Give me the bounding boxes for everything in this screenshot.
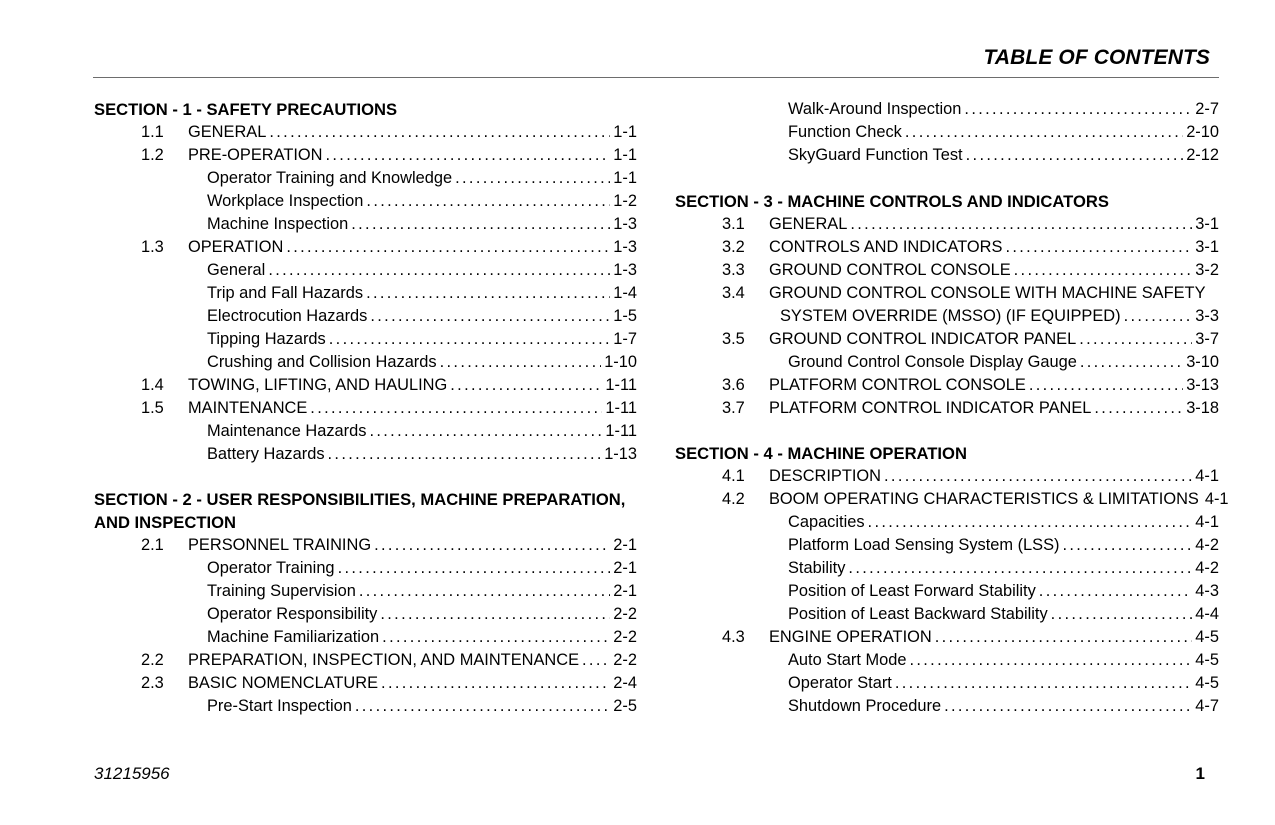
toc-entry-page: 3-3 [1195,307,1219,325]
toc-entry-page: 4-1 [1195,513,1219,531]
toc-entry-number: 4.3 [722,628,745,646]
toc-entry-page: 1-3 [613,261,637,279]
toc-entry-page: 1-3 [613,215,637,233]
toc-dot-leader [286,236,610,259]
toc-entry-page: 2-1 [613,582,637,600]
toc-entry-title: Battery Hazards [207,445,325,463]
toc-entry-page: 4-2 [1195,536,1219,554]
toc-entry-number: 1.5 [141,399,164,417]
toc-entry-number: 2.2 [141,651,164,669]
toc-dot-leader [1051,603,1193,626]
toc-entry-page: 2-7 [1195,100,1219,118]
toc-dot-leader [964,98,1192,121]
toc-entry[interactable] [94,305,637,328]
toc-entry-number: 3.6 [722,376,745,394]
toc-entry-number: 1.4 [141,376,164,394]
toc-entry-number: 3.2 [722,238,745,256]
toc-entry[interactable] [94,695,637,718]
toc-dot-leader [848,557,1192,580]
toc-entry-title: Machine Inspection [207,215,349,233]
toc-entry[interactable] [94,259,637,282]
toc-entry-page: 1-7 [613,330,637,348]
toc-dot-leader [310,397,602,420]
section-heading: SECTION - 1 - SAFETY PRECAUTIONS [94,100,398,119]
toc-entry-page: 1-1 [613,169,637,187]
toc-entry-page: 1-13 [604,445,637,463]
toc-entry-page: 3-1 [1195,215,1219,233]
section-heading: SECTION - 4 - MACHINE OPERATION [675,444,967,463]
section-heading: SECTION - 3 - MACHINE CONTROLS AND INDICATORS [675,192,1109,211]
toc-dot-leader [355,695,610,718]
toc-entry[interactable] [675,511,1219,534]
toc-entry-title: Electrocution Hazards [207,307,368,325]
toc-entry[interactable] [94,167,637,190]
toc-entry[interactable] [675,259,1219,282]
toc-entry-page: 1-1 [613,146,637,164]
toc-dot-leader [905,121,1183,144]
toc-dot-leader [455,167,610,190]
toc-entry-number: 4.1 [722,467,745,485]
toc-entry[interactable] [675,557,1219,580]
toc-entry[interactable] [675,534,1219,557]
toc-dot-leader [909,649,1192,672]
section-heading: SECTION - 2 - USER RESPONSIBILITIES, MACHINE PREPARATION, AND INSPECTION [94,490,626,532]
toc-entry[interactable] [94,534,637,557]
toc-entry-page: 2-2 [613,628,637,646]
toc-entry-page: 3-18 [1186,399,1219,417]
toc-entry[interactable] [94,580,637,603]
toc-dot-leader [1080,351,1183,374]
toc-entry-title: OPERATION [188,238,284,256]
toc-entry[interactable] [675,144,1219,167]
toc-section [675,98,1219,167]
toc-entry-title: Ground Control Console Display Gauge [788,353,1077,371]
toc-entry-number: 1.1 [141,123,164,141]
toc-entry[interactable] [94,282,637,305]
toc-entry-page: 2-4 [613,674,637,692]
toc-entry-title: Auto Start Mode [788,651,907,669]
toc-entry-page: 2-5 [613,697,637,715]
toc-entry-title: General [207,261,266,279]
document-number: 31215956 [94,764,170,783]
toc-dot-leader [328,443,602,466]
toc-dot-leader [381,672,610,695]
toc-dot-leader [351,213,610,236]
toc-entry-title: Stability [788,559,846,577]
toc-entry-title: Training Supervision [207,582,356,600]
toc-entry-title: Shutdown Procedure [788,697,942,715]
toc-entry[interactable] [675,374,1219,397]
toc-entry-title: Crushing and Collision Hazards [207,353,437,371]
toc-dot-leader [850,213,1192,236]
toc-entry-title: SYSTEM OVERRIDE (MSSO) (IF EQUIPPED) [780,307,1121,325]
toc-entry[interactable] [675,328,1219,351]
toc-entry[interactable] [675,236,1219,259]
toc-entry[interactable] [94,144,637,167]
toc-entry-page: 3-2 [1195,261,1219,279]
toc-dot-leader [269,121,610,144]
toc-entry-page: 3-13 [1186,376,1219,394]
toc-dot-leader [1079,328,1192,351]
toc-dot-leader [944,695,1192,718]
toc-entry[interactable] [675,672,1219,695]
toc-entry-number: 4.2 [722,490,745,508]
toc-entry-title: SkyGuard Function Test [788,146,963,164]
page-number: 1 [1195,764,1205,783]
toc-section [675,442,1229,718]
toc-entry-page: 1-4 [613,284,637,302]
toc-entry-title: GROUND CONTROL INDICATOR PANEL [769,330,1077,348]
toc-entry-page: 2-1 [613,559,637,577]
toc-entry-title: GROUND CONTROL CONSOLE WITH MACHINE SAFETY [769,284,1206,302]
toc-entry-title: PERSONNEL TRAINING [188,536,372,554]
toc-entry-title: Function Check [788,123,902,141]
toc-dot-leader [374,534,610,557]
toc-entry[interactable] [94,190,637,213]
toc-dot-leader [1039,580,1193,603]
toc-entry[interactable] [675,649,1219,672]
toc-entry[interactable] [675,626,1219,649]
toc-dot-leader [1029,374,1183,397]
toc-dot-leader [268,259,610,282]
toc-entry-page: 1-11 [605,399,637,417]
toc-dot-leader [369,420,602,443]
toc-entry-number: 2.3 [141,674,164,692]
toc-entry[interactable] [675,603,1219,626]
toc-entry[interactable] [94,328,637,351]
toc-entry[interactable] [675,351,1219,374]
toc-entry-title: PLATFORM CONTROL INDICATOR PANEL [769,399,1092,417]
toc-entry-title: MAINTENANCE [188,399,308,417]
toc-entry-title: Machine Familiarization [207,628,380,646]
toc-entry-title: TOWING, LIFTING, AND HAULING [188,376,448,394]
toc-entry-page: 4-3 [1195,582,1219,600]
toc-dot-leader [338,557,611,580]
toc-entry-title: Pre-Start Inspection [207,697,352,715]
toc-entry-title: Operator Training [207,559,335,577]
toc-dot-leader [582,649,610,672]
toc-entry-page: 3-7 [1195,330,1219,348]
toc-entry[interactable] [94,236,637,259]
toc-left-column [94,98,637,740]
toc-entry-title: Walk-Around Inspection [788,100,962,118]
toc-entry[interactable] [675,213,1219,236]
toc-entry-page: 4-5 [1195,651,1219,669]
toc-dot-leader [884,465,1192,488]
toc-entry[interactable] [94,420,637,443]
toc-dot-leader [1062,534,1192,557]
toc-entry[interactable] [675,397,1219,420]
toc-entry[interactable] [675,488,1229,511]
page-header-title: TABLE OF CONTENTS [983,46,1210,69]
toc-section [675,190,1219,420]
toc-entry-number: 1.3 [141,238,164,256]
toc-entry[interactable] [675,695,1219,718]
toc-entry[interactable] [94,626,637,649]
toc-entry-title: Trip and Fall Hazards [207,284,364,302]
toc-entry[interactable] [675,305,1219,328]
toc-entry-number: 3.5 [722,330,745,348]
toc-dot-leader [450,374,602,397]
toc-entry-number: 2.1 [141,536,164,554]
toc-entry-title: Platform Load Sensing System (LSS) [788,536,1060,554]
toc-entry[interactable] [94,374,637,397]
toc-entry-page: 2-10 [1186,123,1219,141]
toc-dot-leader [382,626,610,649]
toc-dot-leader [1094,397,1183,420]
toc-entry-title: Capacities [788,513,865,531]
toc-entry-title: CONTROLS AND INDICATORS [769,238,1003,256]
toc-section [94,488,637,718]
toc-entry-title: BOOM OPERATING CHARACTERISTICS & LIMITATIONS [769,490,1199,508]
toc-dot-leader [935,626,1193,649]
toc-entry-page: 2-12 [1186,146,1219,164]
toc-entry-title: GENERAL [769,215,848,233]
toc-entry[interactable] [675,282,1219,305]
toc-entry-page: 1-11 [605,376,637,394]
toc-entry[interactable] [675,121,1219,144]
toc-entry-title: BASIC NOMENCLATURE [188,674,379,692]
toc-entry-page: 4-5 [1195,674,1219,692]
toc-entry[interactable] [94,213,637,236]
toc-entry-page: 3-1 [1195,238,1219,256]
toc-entry[interactable] [94,649,637,672]
toc-entry-page: 1-11 [605,422,637,440]
toc-entry-page: 3-10 [1186,353,1219,371]
toc-dot-leader [1005,236,1192,259]
toc-entry[interactable] [94,557,637,580]
toc-dot-leader [359,580,610,603]
toc-entry-page: 1-5 [613,307,637,325]
header-divider [93,77,1219,78]
toc-dot-leader [366,282,610,305]
toc-entry-page: 2-2 [613,651,637,669]
toc-dot-leader [895,672,1192,695]
toc-entry-page: 1-3 [613,238,637,256]
toc-entry-page: 1-2 [613,192,637,210]
toc-entry-title: GROUND CONTROL CONSOLE [769,261,1011,279]
toc-entry-title: Position of Least Forward Stability [788,582,1036,600]
toc-entry-page: 4-1 [1195,467,1219,485]
toc-entry-title: Operator Responsibility [207,605,378,623]
toc-entry-page: 4-1 [1204,490,1229,508]
toc-entry[interactable] [675,465,1219,488]
toc-entry-title: Operator Training and Knowledge [207,169,453,187]
toc-entry-title: PRE-OPERATION [188,146,323,164]
toc-dot-leader [868,511,1193,534]
toc-dot-leader [966,144,1184,167]
toc-entry[interactable] [94,351,637,374]
toc-entry-page: 2-1 [613,536,637,554]
toc-entry-number: 3.7 [722,399,745,417]
toc-entry-title: ENGINE OPERATION [769,628,932,646]
toc-entry-page: 2-2 [613,605,637,623]
toc-entry-title: Workplace Inspection [207,192,364,210]
toc-entry[interactable] [94,443,637,466]
toc-entry-page: 1-1 [613,123,637,141]
toc-entry-title: Position of Least Backward Stability [788,605,1048,623]
toc-dot-leader [325,144,610,167]
toc-entry-page: 4-4 [1195,605,1219,623]
toc-section [94,98,637,466]
toc-entry-title: PLATFORM CONTROL CONSOLE [769,376,1026,394]
toc-dot-leader [329,328,611,351]
toc-entry-title: DESCRIPTION [769,467,882,485]
toc-entry-title: Maintenance Hazards [207,422,367,440]
toc-entry-page: 4-5 [1195,628,1219,646]
toc-entry[interactable] [675,580,1219,603]
toc-dot-leader [1124,305,1193,328]
toc-entry[interactable] [675,98,1219,121]
toc-entry-page: 1-10 [604,353,637,371]
toc-entry-number: 1.2 [141,146,164,164]
toc-right-column [675,98,1229,740]
toc-entry-page: 4-2 [1195,559,1219,577]
toc-entry-number: 3.3 [722,261,745,279]
toc-dot-leader [440,351,602,374]
toc-entry-title: Tipping Hazards [207,330,326,348]
toc-dot-leader [380,603,610,626]
toc-dot-leader [366,190,610,213]
toc-entry-title: Operator Start [788,674,892,692]
toc-entry-page: 4-7 [1195,697,1219,715]
toc-entry-number: 3.1 [722,215,745,233]
toc-dot-leader [370,305,610,328]
toc-entry[interactable] [94,603,637,626]
toc-entry-number: 3.4 [722,284,745,302]
toc-dot-leader [1014,259,1193,282]
toc-entry[interactable] [94,121,637,144]
toc-entry[interactable] [94,397,637,420]
toc-entry-title: GENERAL [188,123,267,141]
toc-entry[interactable] [94,672,637,695]
toc-entry-title: PREPARATION, INSPECTION, AND MAINTENANCE [188,651,579,669]
